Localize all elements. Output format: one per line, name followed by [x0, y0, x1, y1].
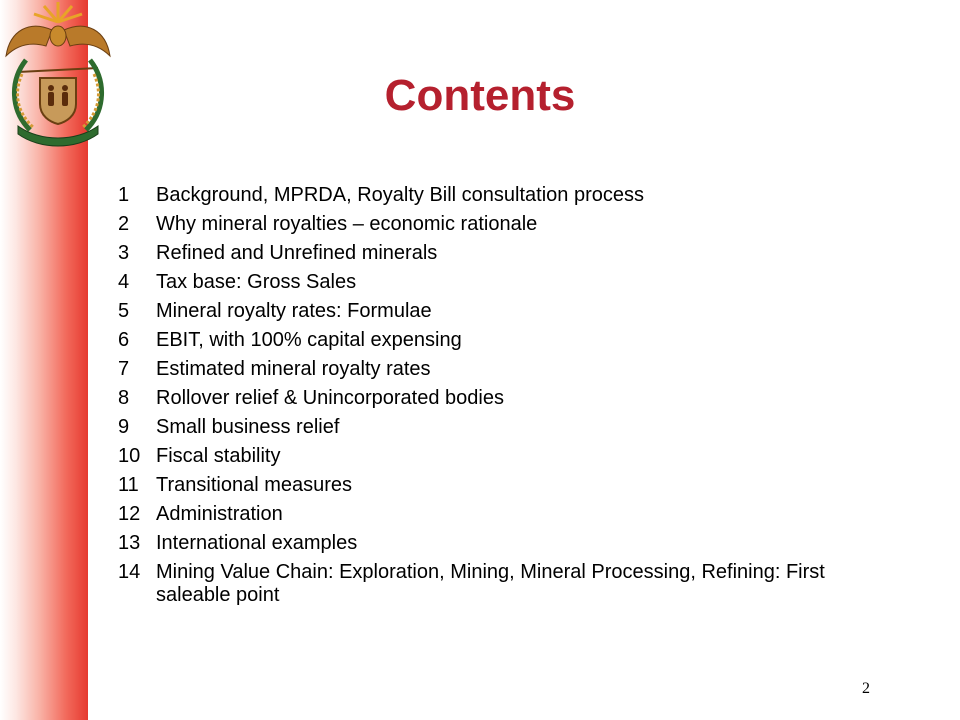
item-text: Why mineral royalties – economic rationale [156, 213, 538, 235]
item-number: 13 [118, 532, 141, 554]
page-title: Contents [384, 71, 576, 120]
item-number: 4 [118, 271, 130, 293]
list-item [118, 387, 838, 416]
item-text: Administration [156, 503, 283, 525]
list-item [118, 445, 838, 474]
list-item [118, 358, 838, 387]
list-item [118, 503, 838, 532]
list-item [118, 213, 838, 242]
item-number: 3 [118, 242, 130, 264]
item-number: 7 [118, 358, 130, 380]
item-text: Tax base: Gross Sales [156, 271, 357, 293]
list-item [118, 271, 838, 300]
item-text: Fiscal stability [156, 445, 281, 467]
page-number: 2 [862, 680, 870, 697]
list-item [118, 329, 838, 358]
list-item [118, 242, 838, 271]
item-number: 6 [118, 329, 130, 351]
list-item [118, 184, 838, 213]
list-item [118, 561, 838, 607]
item-number: 5 [118, 300, 130, 322]
item-number: 8 [118, 387, 130, 409]
item-text: Rollover relief & Unincorporated bodies [156, 387, 504, 409]
item-number: 10 [118, 445, 141, 467]
list-item [118, 300, 838, 329]
right-wing [64, 26, 110, 56]
item-text: Estimated mineral royalty rates [156, 358, 431, 380]
left-wing [6, 26, 52, 56]
sun-rays [34, 2, 82, 22]
item-number: 14 [118, 561, 141, 583]
item-number: 11 [118, 474, 139, 496]
item-text: Background, MPRDA, Royalty Bill consultation process [156, 184, 644, 206]
item-text: EBIT, with 100% capital expensing [156, 329, 462, 351]
item-number: 9 [118, 416, 130, 438]
contents-list [118, 184, 838, 607]
list-item [118, 474, 838, 503]
item-text: Mineral royalty rates: Formulae [156, 300, 432, 322]
item-number: 2 [118, 213, 130, 235]
item-text: Mining Value Chain: Exploration, Mining, Mineral Processing, Refining: First saleable point [156, 561, 825, 606]
item-text: Refined and Unrefined minerals [156, 242, 438, 264]
item-number: 1 [118, 184, 130, 206]
item-text: International examples [156, 532, 358, 554]
item-text: Small business relief [156, 416, 340, 438]
item-number: 12 [118, 503, 141, 525]
item-text: Transitional measures [156, 474, 353, 496]
list-item [118, 416, 838, 445]
list-item [118, 532, 838, 561]
